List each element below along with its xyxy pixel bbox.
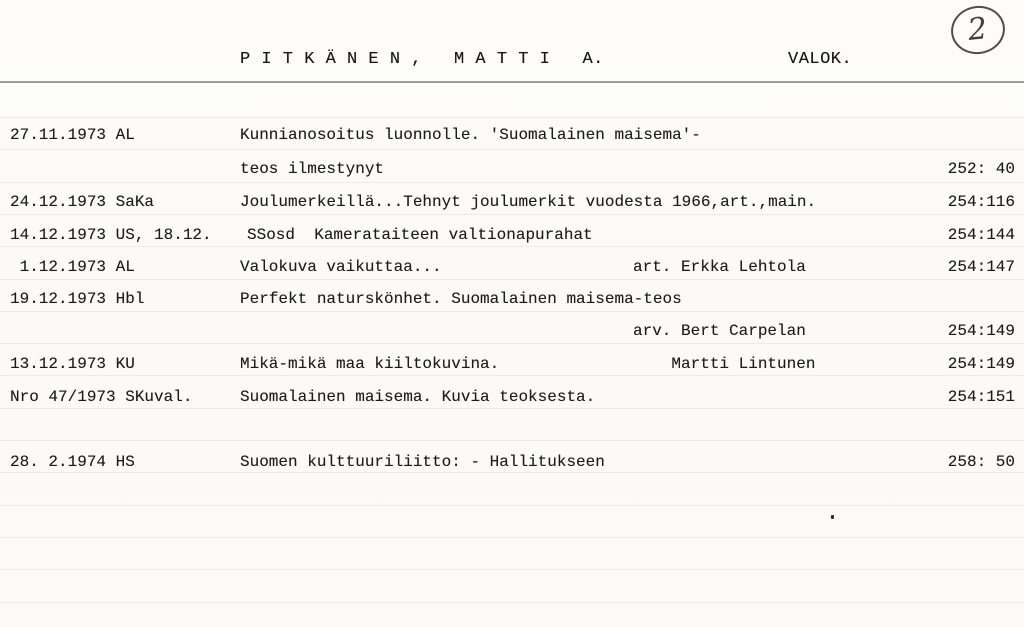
entry-line [0, 226, 1024, 248]
rule-line [0, 537, 1024, 538]
entry-date-source: 28. 2.1974 HS [10, 453, 135, 471]
entry-line [0, 388, 1024, 410]
entry-line [0, 160, 1024, 182]
entry-text: Mikä-mikä maa kiiltokuvina. [240, 355, 500, 373]
entry-text: Kunnianosoitus luonnolle. 'Suomalainen maisema'- [240, 126, 701, 144]
card-heading-name: P I T K Ä N E N , M A T T I A. [240, 50, 604, 69]
entry-author: arv. Bert Carpelan [633, 322, 806, 340]
entry-date-source: 13.12.1973 KU [10, 355, 135, 373]
handwritten-page-number-circle [947, 2, 1009, 59]
entry-reference: 254:149 [947, 322, 1015, 340]
rule-line [0, 505, 1024, 506]
entry-author: art. Erkka Lehtola [633, 258, 806, 276]
rule-line [0, 602, 1024, 603]
stray-ink-dot [831, 515, 834, 519]
entry-date-source: 24.12.1973 SaKa [10, 193, 155, 211]
rule-line [0, 182, 1024, 183]
entry-line [0, 290, 1024, 312]
entry-reference: 254:151 [947, 388, 1015, 406]
rule-line [0, 440, 1024, 441]
entry-date-source: 27.11.1973 AL [10, 126, 135, 144]
entry-reference: 254:147 [947, 258, 1015, 276]
entry-date-source: Nro 47/1973 SKuval. [10, 388, 193, 406]
entry-text: Perfekt naturskönhet. Suomalainen maisema-teos [240, 290, 682, 308]
entry-text: Suomalainen maisema. Kuvia teoksesta. [240, 388, 596, 406]
entry-reference: 252: 40 [947, 160, 1015, 178]
header-divider-rule [0, 81, 1024, 83]
entry-text: SSosd Kamerataiteen valtionapurahat [247, 226, 593, 244]
entry-text: Suomen kulttuuriliitto: - Hallitukseen [240, 453, 605, 471]
rule-line [0, 117, 1024, 118]
entry-line [0, 193, 1024, 215]
entry-text: Valokuva vaikuttaa... [240, 258, 442, 276]
entry-line [0, 126, 1024, 148]
rule-line [0, 149, 1024, 150]
entry-date-source: 1.12.1973 AL [10, 258, 135, 276]
entry-reference: 254:149 [947, 355, 1015, 373]
entry-reference: 254:144 [947, 226, 1015, 244]
entry-line [0, 355, 1024, 377]
entry-text: Joulumerkeillä...Tehnyt joulumerkit vuodesta 1966,art.,main. [240, 193, 817, 211]
entry-author: Martti Lintunen [633, 355, 816, 373]
entry-line [0, 258, 1024, 280]
entry-line [0, 322, 1024, 344]
entry-reference: 258: 50 [947, 453, 1015, 471]
entry-text: teos ilmestynyt [240, 160, 385, 178]
entry-line [0, 453, 1024, 475]
entry-date-source: 19.12.1973 Hbl [10, 290, 145, 308]
rule-line [0, 569, 1024, 570]
card-heading-category: VALOK. [788, 50, 853, 69]
entry-reference: 254:116 [947, 193, 1015, 211]
entry-date-source: 14.12.1973 US, 18.12. [10, 226, 212, 244]
page-number: 2 [966, 10, 990, 48]
